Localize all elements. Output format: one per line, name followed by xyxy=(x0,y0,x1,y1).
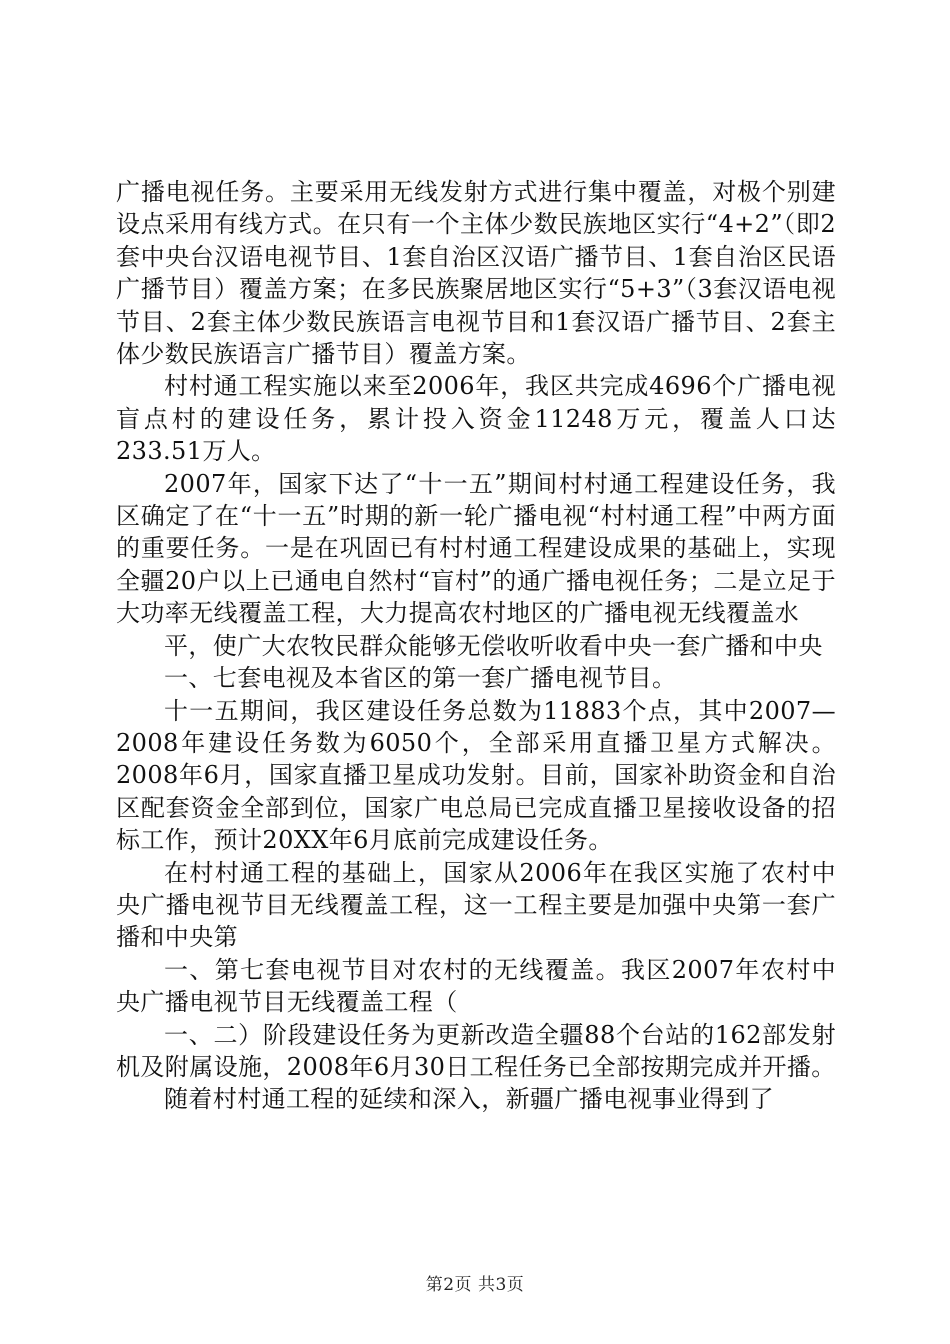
paragraph-1: 广播电视任务。主要采用无线发射方式进行集中覆盖，对极个别建设点采用有线方式。在只有一个主体少数民族地区实行“4+2”（即2套中央台汉语电视节目、1套自治区汉语广播节目、1套自治区民语广播节目）覆盖方案；在多民族聚居地区实行“5+3”（3套汉语电视节目、2套主体少数民族语言电视节目和1套汉语广播节目、2套主体少数民族语言广播节目）覆盖方案。 xyxy=(116,178,836,369)
page-number-footer: 第2页 共3页 xyxy=(425,1275,525,1295)
paragraph-10: 随着村村通工程的延续和深入，新疆广播电视事业得到了 xyxy=(164,1085,774,1114)
paragraph-3: 2007年，国家下达了“十一五”期间村村通工程建设任务，我区确定了在“十一五”时期的新一轮广播电视“村村通工程”中两方面的重要任务。一是在巩固已有村村通工程建设成果的基础上，实现全疆20户以上已通电自然村“盲村”的通广播电视任务；二是立足于大功率无线覆盖工程，大力提高农村地区的广播电视无线覆盖水 xyxy=(116,469,836,628)
paragraph-9: 一、二）阶段建设任务为更新改造全疆88个台站的162部发射机及附属设施，2008年6月30日工程任务已全部按期完成并开播。 xyxy=(116,1020,836,1081)
paragraph-6: 十一五期间，我区建设任务总数为11883个点，其中2007—2008年建设任务数为6050个，全部采用直播卫星方式解决。2008年6月，国家直播卫星成功发射。目前，国家补助资金和自治区配套资金全部到位，国家广电总局已完成直播卫星接收设备的招标工作，预计20XX年6月底前完成建设任务。 xyxy=(116,696,836,855)
document-body xyxy=(116,176,836,1116)
paragraph-5: 一、七套电视及本省区的第一套广播电视节目。 xyxy=(164,664,677,693)
paragraph-2: 村村通工程实施以来至2006年，我区共完成4696个广播电视盲点村的建设任务，累计投入资金11248万元，覆盖人口达233.51万人。 xyxy=(116,372,836,466)
paragraph-4: 平，使广大农牧民群众能够无偿收听收看中央一套广播和中央 xyxy=(164,631,823,660)
paragraph-7: 在村村通工程的基础上，国家从2006年在我区实施了农村中央广播电视节目无线覆盖工程，这一工程主要是加强中央第一套广播和中央第 xyxy=(116,858,836,952)
paragraph-8: 一、第七套电视节目对农村的无线覆盖。我区2007年农村中央广播电视节目无线覆盖工程（ xyxy=(116,955,836,1017)
